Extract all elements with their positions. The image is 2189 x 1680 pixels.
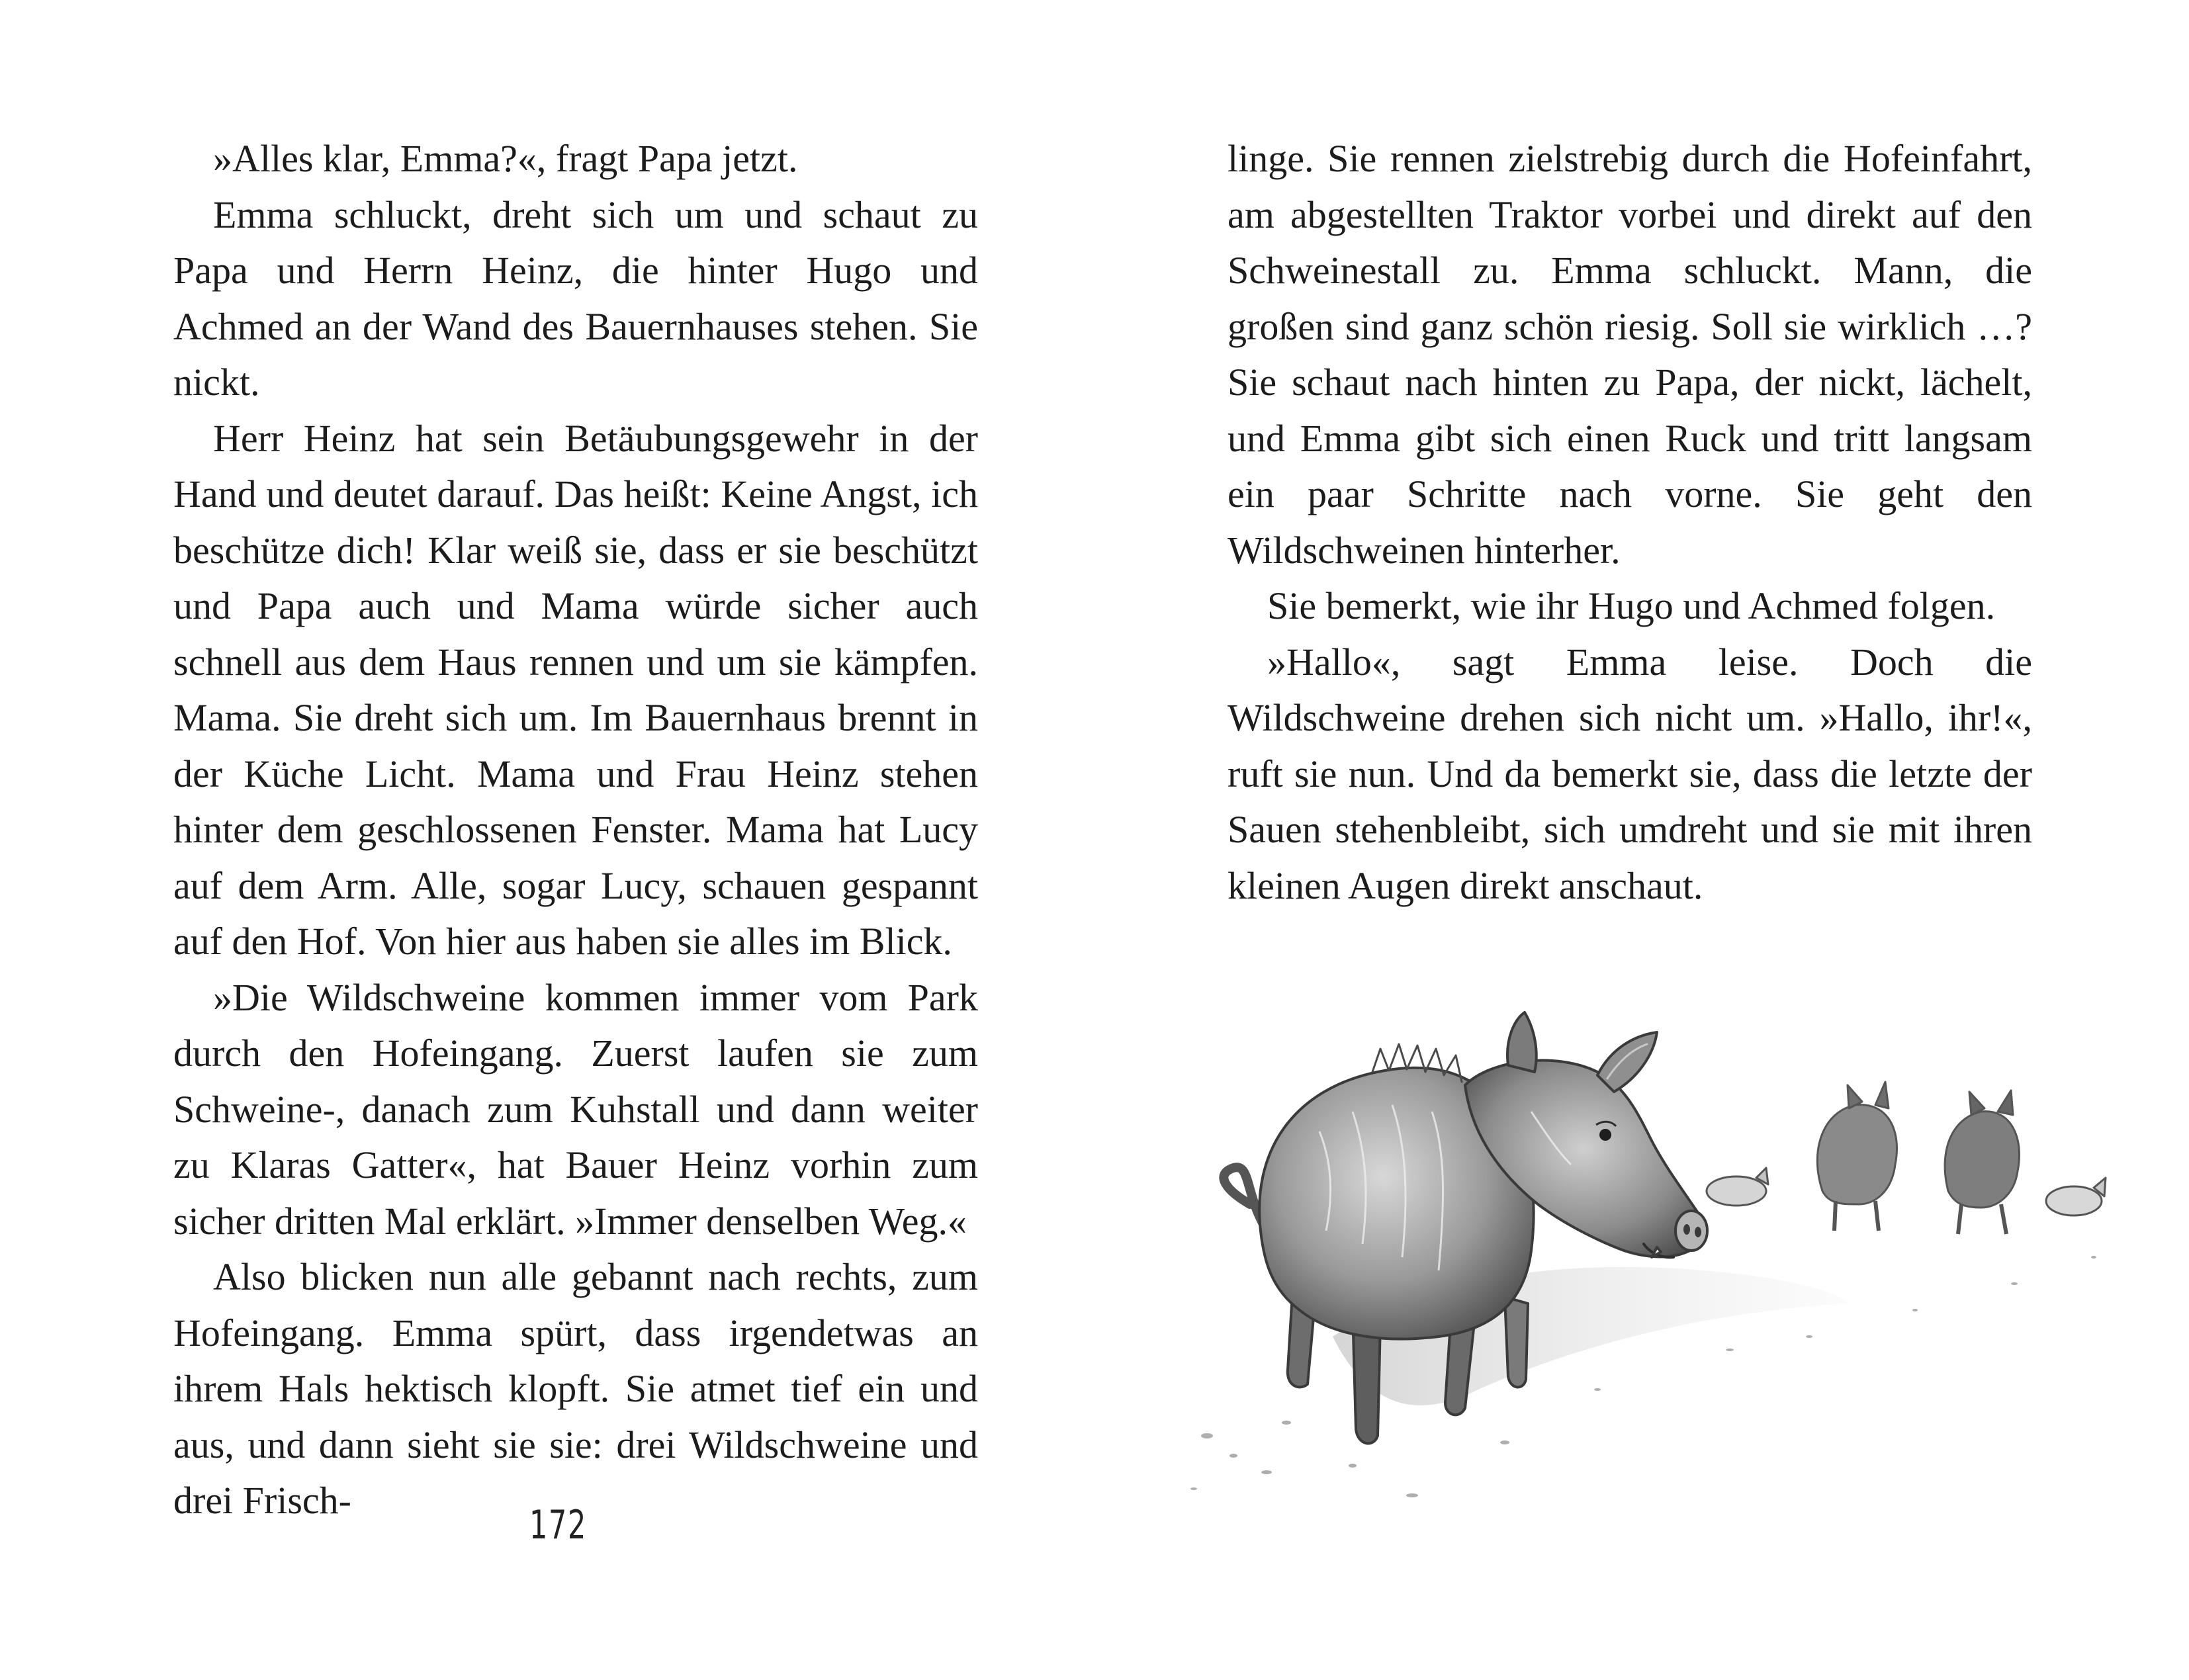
right-text-column [1228,131,2032,914]
boar-eye [1599,1129,1611,1141]
other-boars [1707,1082,2106,1234]
wild-boar-illustration [1134,913,2167,1509]
paragraph: Herr Heinz hat sein Betäubungsgewehr in der Hand und deutet darauf. Das heißt: Keine Angst, ich beschütze dich! Klar weiß sie, dass er sie beschützt und Papa auch und Mama würde sicher auch schnell aus dem Haus rennen und um sie kämpfen. Mama. Sie dreht sich um. Im Bauernhaus brennt in der Küche Licht. Mama und Frau Heinz stehen hinter dem geschlossenen Fenster. Mama hat Lucy auf dem Arm. Alle, sogar Lucy, schauen gespannt auf den Hof. Von hier aus haben sie alles im Blick. [173,416,978,963]
left-text-column [173,131,978,1529]
paragraph: Emma schluckt, dreht sich um und schaut zu Papa und Herrn Heinz, die hinter Hugo und Achmed an der Wand des Bauernhauses stehen. Sie nickt. [173,193,978,404]
big-boar [1224,1012,1707,1443]
paragraph: »Hallo«, sagt Emma leise. Doch die Wildschweine drehen sich nicht um. »Hallo, ihr!«, ruft sie nun. Und da bemerkt sie, dass die letzte der Sauen stehenbleibt, sich umdreht und sie mit ihren kleinen Augen direkt anschaut. [1228,640,2032,907]
right-page [1094,0,2189,1680]
left-page [0,0,1094,1680]
paragraph: linge. Sie rennen zielstrebig durch die Hofeinfahrt, am abgestellten Traktor vorbei und direkt auf den Schweinestall zu. Emma schluckt. Mann, die großen sind ganz schön riesig. Soll sie wirklich …? Sie schaut nach hinten zu Papa, der nickt, lächelt, und Emma gibt sich einen Ruck und tritt langsam ein paar Schritte nach vorne. Sie geht den Wildschweinen hinterher. [1228,137,2032,572]
paragraph: Also blicken nun alle gebannt nach rechts, zum Hofeingang. Emma spürt, dass irgendetwas an ihrem Hals hektisch klopft. Sie atmet tief ein und aus, und dann sieht sie sie: drei Wildschweine und drei Frisch- [173,1255,978,1522]
paragraph: »Die Wildschweine kommen immer vom Park durch den Hofeingang. Zuerst laufen sie zum Schweine-, danach zum Kuhstall und dann weiter zu Klaras Gatter«, hat Bauer Heinz vorhin zum sicher dritten Mal erklärt. »Immer denselben Weg.« [173,975,978,1243]
page-number: 172 [529,1502,587,1548]
paragraph: »Alles klar, Emma?«, fragt Papa jetzt. [213,137,798,180]
paragraph: Sie bemerkt, wie ihr Hugo und Achmed folgen. [1267,584,1996,627]
